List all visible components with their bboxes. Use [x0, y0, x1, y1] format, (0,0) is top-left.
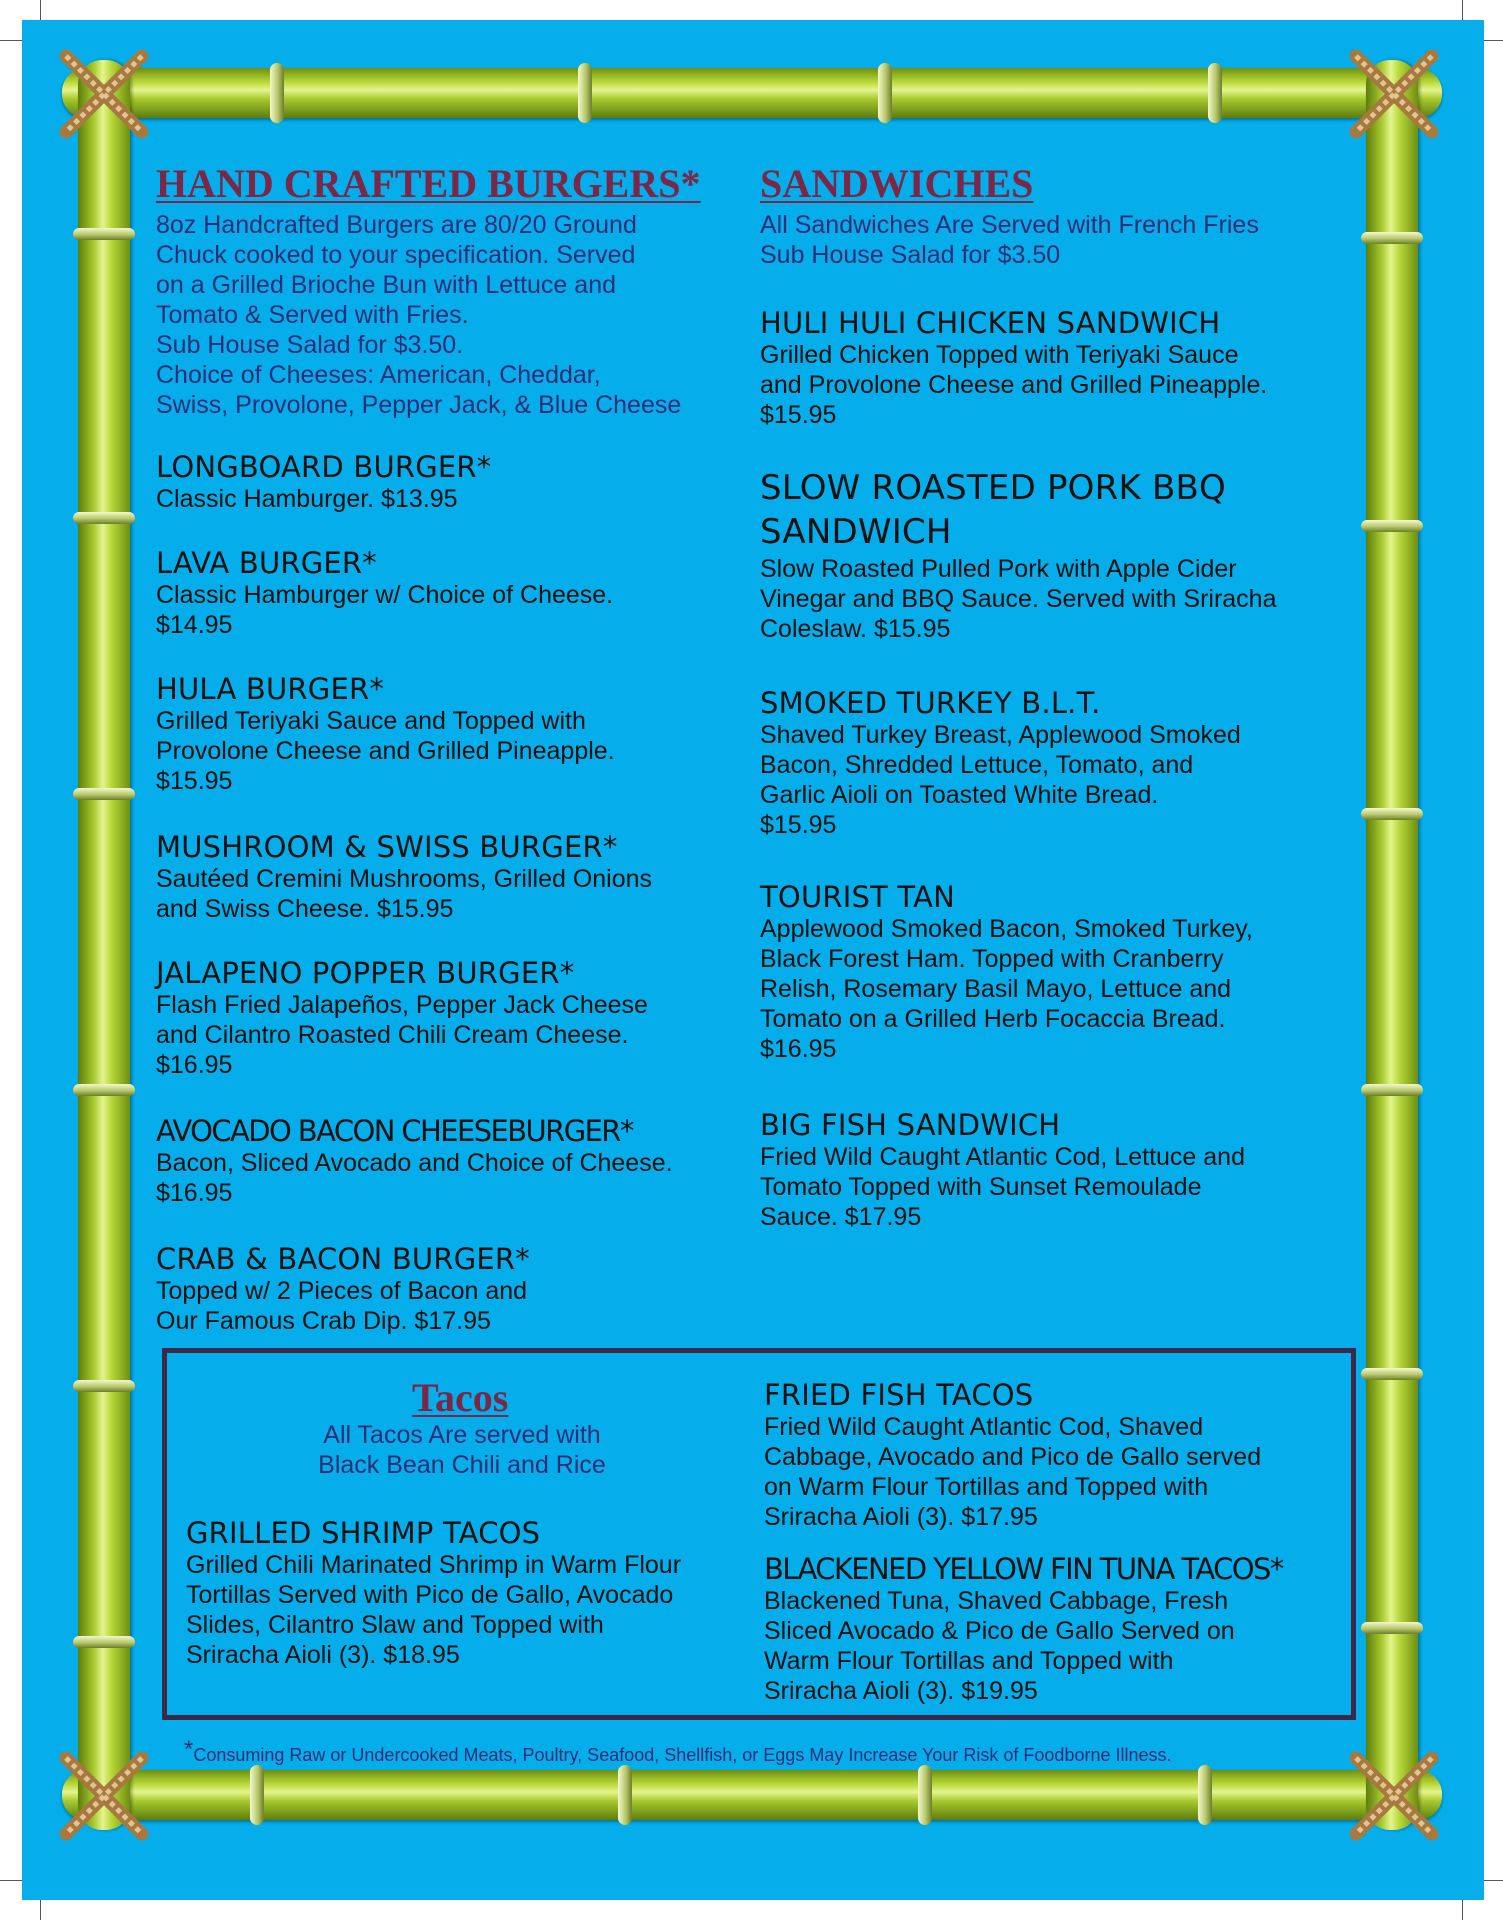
bamboo-node	[1361, 232, 1423, 244]
item-name: BIG FISH SANDWICH	[760, 1108, 1061, 1142]
footnote-asterisk: *	[184, 1736, 194, 1763]
item-name: HULA BURGER*	[156, 672, 385, 706]
bamboo-node	[250, 1765, 264, 1825]
rope-knot-icon	[1346, 1748, 1442, 1844]
bamboo-top	[62, 68, 1442, 118]
bamboo-node	[1361, 520, 1423, 532]
intro-line: Sub House Salad for $3.50	[760, 241, 1061, 269]
crop-mark	[1481, 1880, 1503, 1881]
item-name: SMOKED TURKEY B.L.T.	[760, 686, 1101, 720]
item-desc: Slow Roasted Pulled Pork with Apple Cider Vinegar and BBQ Sauce. Served with Sriracha Coleslaw. $15.95	[760, 555, 1277, 643]
menu-item-crab-bacon-burger	[156, 1242, 756, 1336]
sandwiches-intro	[760, 210, 1350, 270]
rope-knot-icon	[1346, 46, 1442, 142]
bamboo-node	[270, 63, 284, 123]
bamboo-node	[1208, 63, 1222, 123]
bamboo-node	[1361, 808, 1423, 820]
menu-item-grilled-shrimp-tacos	[186, 1516, 756, 1670]
menu-item-longboard-burger	[156, 450, 756, 514]
bamboo-node	[73, 1636, 135, 1648]
tacos-intro	[252, 1420, 672, 1480]
item-name: LONGBOARD BURGER*	[156, 450, 492, 484]
crop-mark	[40, 0, 41, 22]
bamboo-left	[78, 60, 130, 1830]
item-name: BLACKENED YELLOW FIN TUNA TACOS*	[764, 1552, 1283, 1586]
item-desc: Grilled Chicken Topped with Teriyaki Sauce and Provolone Cheese and Grilled Pineapple. $15.95	[760, 341, 1268, 429]
menu-item-mushroom-swiss-burger	[156, 830, 756, 924]
crop-mark	[1481, 40, 1503, 41]
bamboo-node	[578, 63, 592, 123]
footnote-text: Consuming Raw or Undercooked Meats, Poultry, Seafood, Shellfish, or Eggs May Increase Your Risk of Foodborne Illness.	[193, 1745, 1172, 1765]
bamboo-node	[1198, 1765, 1212, 1825]
menu-item-avocado-bacon-cheeseburger	[156, 1114, 756, 1208]
item-desc: Grilled Teriyaki Sauce and Topped with Provolone Cheese and Grilled Pineapple. $15.95	[156, 707, 615, 795]
crop-mark	[1462, 1898, 1463, 1920]
item-desc: Grilled Chili Marinated Shrimp in Warm Flour Tortillas Served with Pico de Gallo, Avocado Slides, Cilantro Slaw and Topped with Sriracha Aioli (3). $18.95	[186, 1551, 682, 1669]
intro-line: 8oz Handcrafted Burgers are 80/20 Ground	[156, 211, 637, 239]
intro-line: Chuck cooked to your specification. Served	[156, 241, 636, 269]
bamboo-node	[1361, 1622, 1423, 1634]
menu-item-hula-burger	[156, 672, 756, 796]
bamboo-right	[1366, 60, 1418, 1830]
item-desc: Fried Wild Caught Atlantic Cod, Shaved Cabbage, Avocado and Pico de Gallo served on Warm Flour Tortillas and Topped with Sriracha Aioli (3). $17.95	[764, 1413, 1262, 1531]
intro-line: Swiss, Provolone, Pepper Jack, & Blue Cheese	[156, 391, 682, 419]
bamboo-node	[918, 1765, 932, 1825]
item-name: JALAPENO POPPER BURGER*	[156, 956, 575, 990]
crop-mark	[0, 1880, 22, 1881]
intro-line: Choice of Cheeses: American, Cheddar,	[156, 361, 601, 389]
item-desc: Shaved Turkey Breast, Applewood Smoked Bacon, Shredded Lettuce, Tomato, and Garlic Aioli on Toasted White Bread. $15.95	[760, 721, 1241, 839]
item-desc: Sautéed Cremini Mushrooms, Grilled Onions and Swiss Cheese. $15.95	[156, 865, 653, 923]
crop-mark	[40, 1898, 41, 1920]
item-name: AVOCADO BACON CHEESEBURGER*	[156, 1114, 633, 1148]
bamboo-node	[73, 1380, 135, 1392]
intro-line: Tomato & Served with Fries.	[156, 301, 469, 329]
intro-line: Sub House Salad for $3.50.	[156, 331, 464, 359]
bamboo-node	[73, 228, 135, 240]
item-name: TOURIST TAN	[760, 880, 956, 914]
bamboo-node	[1361, 1368, 1423, 1380]
item-desc: Fried Wild Caught Atlantic Cod, Lettuce and Tomato Topped with Sunset Remoulade Sauce. $17.95	[760, 1143, 1245, 1231]
menu-item-fried-fish-tacos	[764, 1378, 1344, 1532]
burgers-intro	[156, 210, 756, 420]
bamboo-node	[618, 1765, 632, 1825]
bamboo-node	[73, 1084, 135, 1096]
menu-item-tourist-tan	[760, 880, 1350, 1064]
item-desc: Topped w/ 2 Pieces of Bacon and Our Famous Crab Dip. $17.95	[156, 1277, 528, 1335]
intro-line: All Sandwiches Are Served with French Fries	[760, 211, 1259, 239]
crop-mark	[0, 40, 22, 41]
item-name: LAVA BURGER*	[156, 546, 377, 580]
item-name: GRILLED SHRIMP TACOS	[186, 1516, 541, 1550]
crop-mark	[1462, 0, 1463, 22]
bamboo-node	[73, 788, 135, 800]
item-desc: Bacon, Sliced Avocado and Choice of Cheese. $16.95	[156, 1149, 673, 1207]
bamboo-node	[878, 63, 892, 123]
rope-knot-icon	[56, 1748, 152, 1844]
item-name: CRAB & BACON BURGER*	[156, 1242, 530, 1276]
item-desc: Applewood Smoked Bacon, Smoked Turkey, Black Forest Ham. Topped with Cranberry Relish, Rosemary Basil Mayo, Lettuce and Tomato on a Grilled Herb Focaccia Bread. $16.95	[760, 915, 1253, 1063]
bamboo-node	[1361, 1084, 1423, 1096]
menu-item-blackened-tuna-tacos	[764, 1552, 1344, 1706]
item-name: FRIED FISH TACOS	[764, 1378, 1034, 1412]
item-desc: Flash Fried Jalapeños, Pepper Jack Cheese and Cilantro Roasted Chili Cream Cheese. $16.95	[156, 991, 648, 1079]
menu-item-big-fish-sandwich	[760, 1108, 1350, 1232]
item-name: SLOW ROASTED PORK BBQ SANDWICH	[760, 468, 1226, 552]
intro-line: on a Grilled Brioche Bun with Lettuce and	[156, 271, 616, 299]
burgers-title: HAND CRAFTED BURGERS*	[156, 161, 701, 206]
intro-line: All Tacos Are served with	[323, 1421, 601, 1449]
item-desc: Blackened Tuna, Shaved Cabbage, Fresh Sliced Avocado & Pico de Gallo Served on Warm Flour Tortillas and Topped with Sriracha Aioli (3). $19.95	[764, 1587, 1235, 1705]
item-desc: Classic Hamburger w/ Choice of Cheese. $14.95	[156, 581, 614, 639]
sandwiches-title: SANDWICHES	[760, 161, 1034, 206]
menu-item-slow-roasted-pork-bbq-sandwich	[760, 466, 1280, 644]
menu-item-jalapeno-popper-burger	[156, 956, 756, 1080]
menu-item-smoked-turkey-blt	[760, 686, 1350, 840]
item-desc: Classic Hamburger. $13.95	[156, 485, 458, 513]
bamboo-bottom	[62, 1770, 1442, 1820]
item-name: MUSHROOM & SWISS BURGER*	[156, 830, 618, 864]
menu-item-huli-huli-chicken-sandwich	[760, 306, 1350, 430]
tacos-title: Tacos	[412, 1375, 509, 1420]
bamboo-node	[73, 512, 135, 524]
food-safety-footnote	[184, 1736, 1172, 1766]
menu-item-lava-burger	[156, 546, 756, 640]
item-name: HULI HULI CHICKEN SANDWICH	[760, 306, 1221, 340]
intro-line: Black Bean Chili and Rice	[318, 1451, 606, 1479]
rope-knot-icon	[56, 46, 152, 142]
